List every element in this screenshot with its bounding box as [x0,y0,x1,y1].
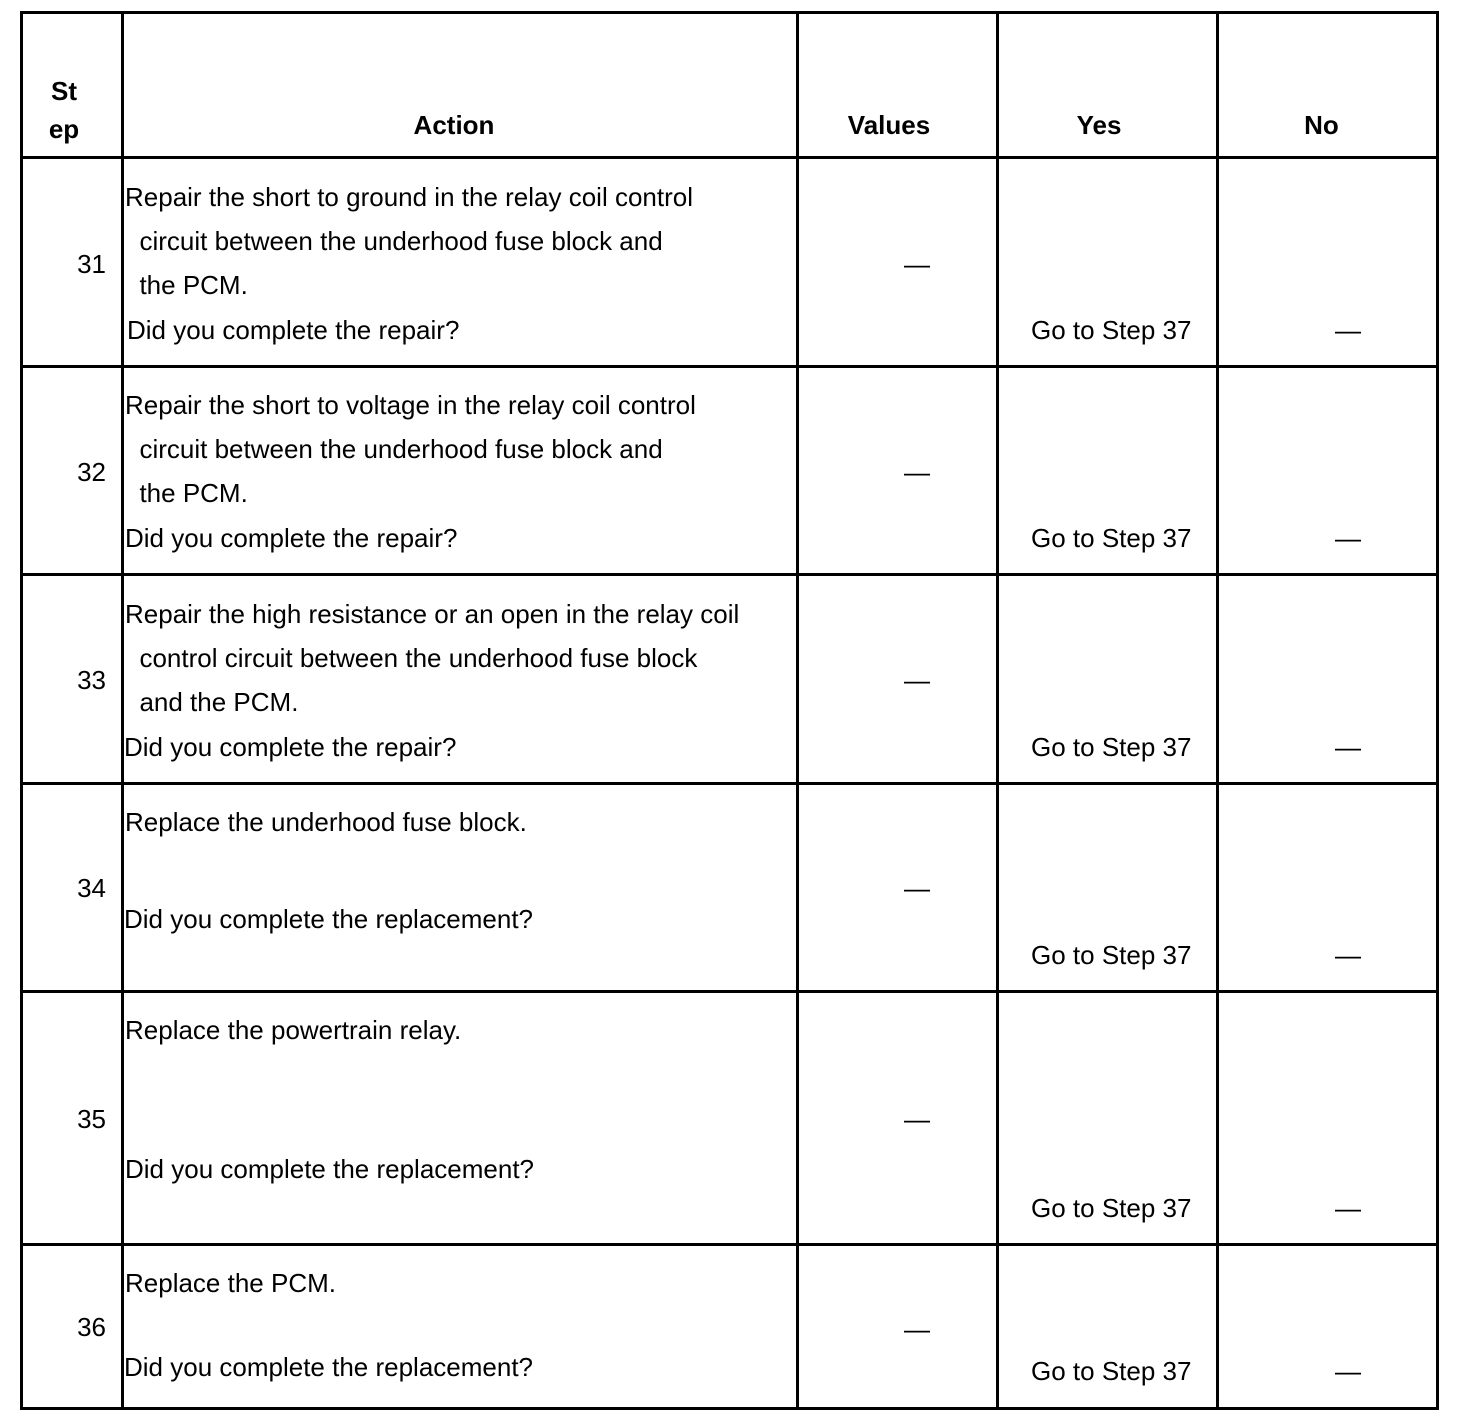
action-question: Did you complete the repair? [125,523,458,553]
row-divider [20,1243,1439,1246]
action-line: control circuit between the underhood fuse block [125,643,698,673]
header-action: Action [413,110,495,140]
values-cell: — [904,249,930,279]
no-cell: — [1335,732,1361,762]
header-step: St ep [48,76,80,144]
action-line: Replace the underhood fuse block. [125,807,527,837]
header-yes: Yes [1076,110,1122,140]
values-cell: — [904,1104,930,1134]
action-line: Repair the short to ground in the relay coil control [125,182,693,212]
row-divider [20,782,1439,785]
row-divider [20,573,1439,576]
yes-go-to-step: Go to Step 37 [1031,523,1192,553]
step-number: 32 [77,457,106,487]
action-line: and the PCM. [125,687,299,717]
no-cell: — [1335,1356,1361,1386]
table-border-top [20,11,1439,14]
action-line: Replace the PCM. [125,1268,336,1298]
table-border-bottom [20,1407,1439,1410]
action-line: Replace the powertrain relay. [125,1015,462,1045]
action-question: Did you complete the replacement? [124,1352,534,1382]
yes-go-to-step: Go to Step 37 [1031,732,1192,762]
action-line: circuit between the underhood fuse block and [125,434,663,464]
step-number: 33 [77,665,106,695]
action-question: Did you complete the replacement? [124,904,534,934]
no-cell: — [1335,523,1361,553]
action-line: the PCM. [125,478,248,508]
action-line: the PCM. [125,270,248,300]
step-number: 35 [77,1104,106,1134]
row-divider [20,365,1439,368]
table-border-right [1436,12,1439,1410]
column-divider [1216,12,1219,1410]
header-values: Values [847,110,931,140]
column-divider [996,12,999,1410]
step-number: 31 [77,249,106,279]
values-cell: — [904,873,930,903]
yes-go-to-step: Go to Step 37 [1031,1356,1192,1386]
row-divider [20,990,1439,993]
action-line: Repair the short to voltage in the relay coil control [125,390,696,420]
step-number: 34 [77,873,106,903]
header-no: No [1304,110,1339,140]
column-divider [796,12,799,1410]
yes-go-to-step: Go to Step 37 [1031,1193,1192,1223]
yes-go-to-step: Go to Step 37 [1031,940,1192,970]
yes-go-to-step: Go to Step 37 [1031,315,1192,345]
values-cell: — [904,457,930,487]
action-line: circuit between the underhood fuse block and [125,226,663,256]
table-border-left [20,12,23,1410]
step-number: 36 [77,1312,106,1342]
no-cell: — [1335,940,1361,970]
header-divider [20,156,1439,159]
action-question: Did you complete the repair? [124,732,457,762]
action-question: Did you complete the replacement? [125,1154,535,1184]
action-question: Did you complete the repair? [127,315,460,345]
no-cell: — [1335,315,1361,345]
values-cell: — [904,665,930,695]
action-line: Repair the high resistance or an open in the relay coil [125,599,740,629]
no-cell: — [1335,1193,1361,1223]
column-divider [121,12,124,1410]
values-cell: — [904,1314,930,1344]
